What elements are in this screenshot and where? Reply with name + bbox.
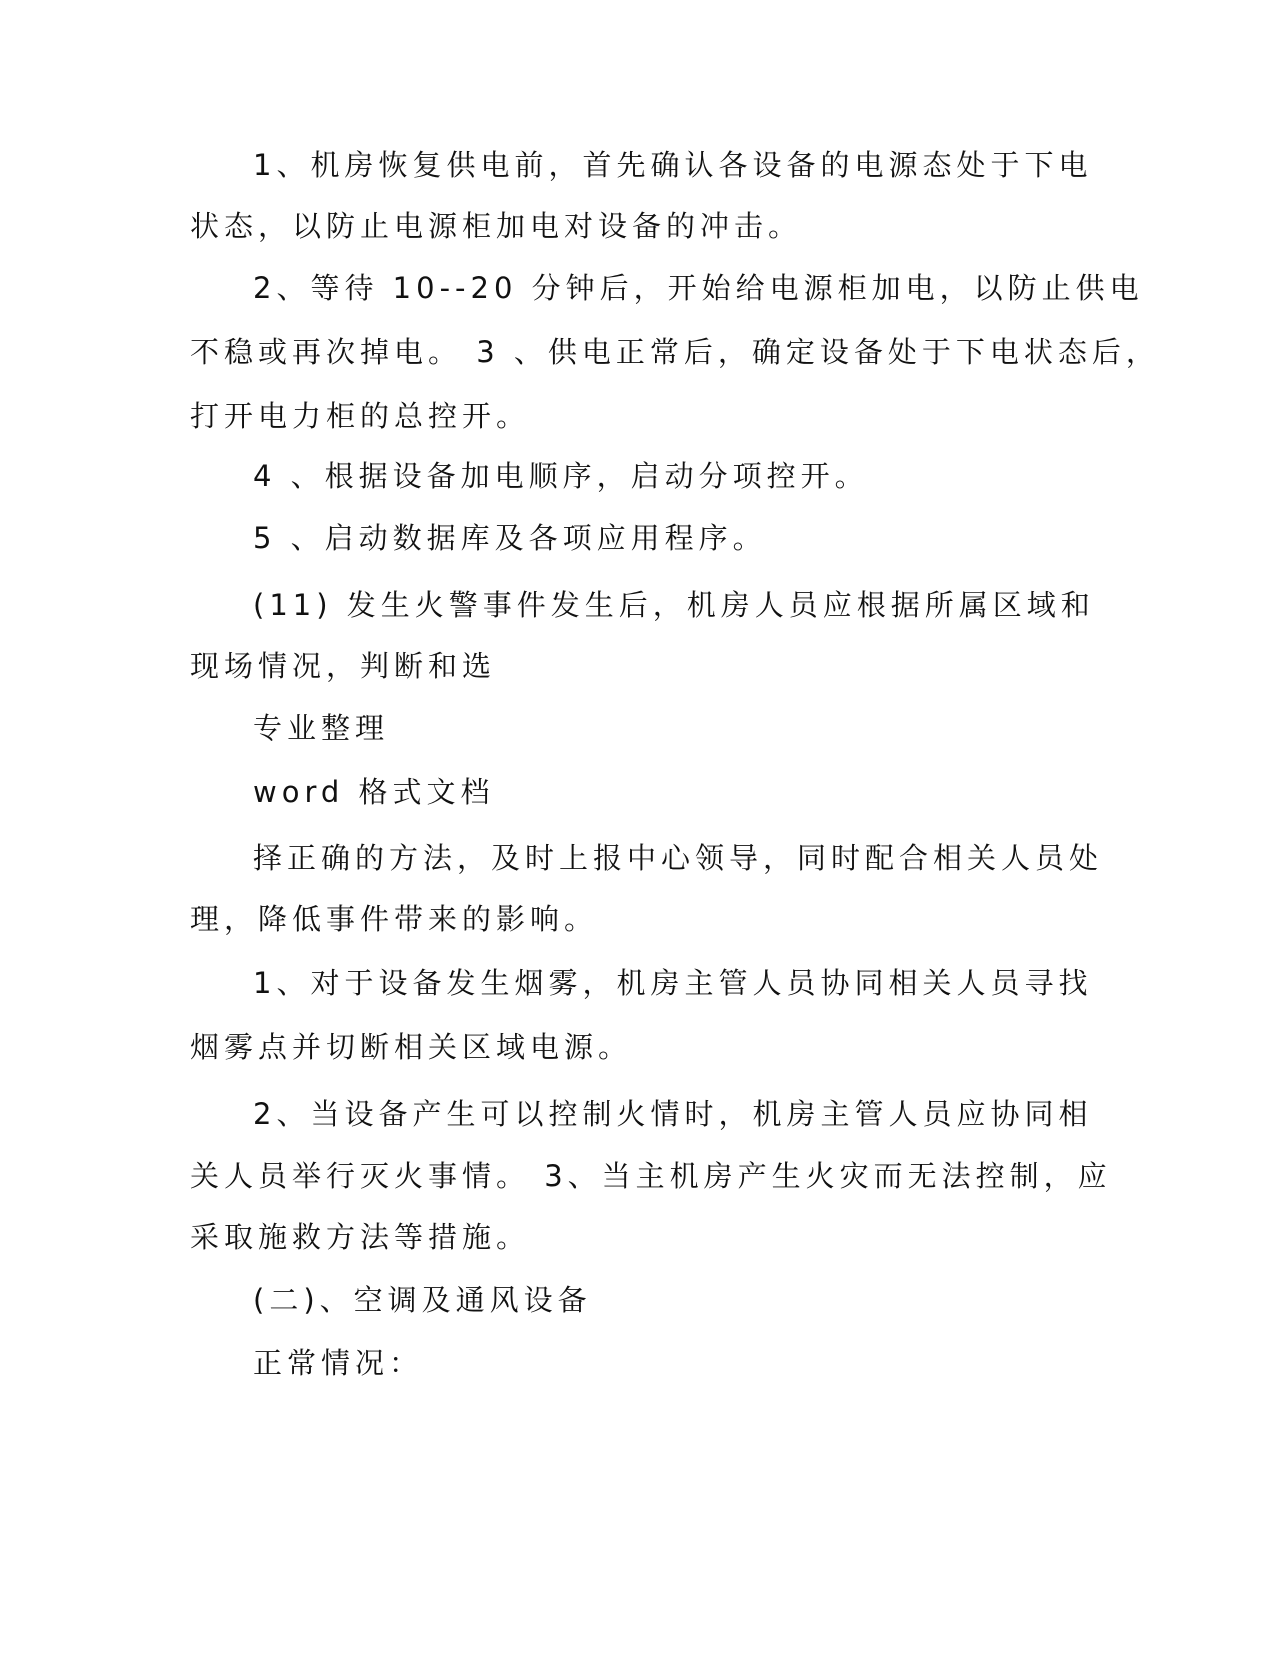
text-line: 1、对于设备发生烟雾，机房主管人员协同相关人员寻找: [253, 966, 1093, 1000]
text-line: 正常情况：: [253, 1346, 424, 1380]
text-line: 烟雾点并切断相关区域电源。: [190, 1030, 633, 1064]
text-line: 现场情况，判断和选: [190, 649, 497, 683]
text-line: (二)、空调及通风设备: [253, 1283, 592, 1317]
text-line: 4 、根据设备加电顺序，启动分项控开。: [253, 459, 869, 493]
text-line: 5 、启动数据库及各项应用程序。: [253, 521, 767, 555]
text-line: 1、机房恢复供电前，首先确认各设备的电源态处于下电: [253, 148, 1093, 182]
text-line: 专业整理: [253, 711, 390, 745]
text-line: (11) 发生火警事件发生后，机房人员应根据所属区域和: [253, 588, 1095, 622]
text-line: 打开电力柜的总控开。: [190, 399, 531, 433]
text-line: 2、等待 10--20 分钟后，开始给电源柜加电，以防止供电: [253, 271, 1144, 305]
text-line: 不稳或再次掉电。 3 、供电正常后，确定设备处于下电状态后，: [190, 335, 1160, 369]
text-line: 2、当设备产生可以控制火情时，机房主管人员应协同相: [253, 1097, 1093, 1131]
text-line: 择正确的方法，及时上报中心领导，同时配合相关人员处: [253, 841, 1104, 875]
text-line: 理，降低事件带来的影响。: [190, 902, 599, 936]
text-line: 状态，以防止电源柜加电对设备的冲击。: [190, 209, 803, 243]
text-line: 关人员举行灭火事情。 3、当主机房产生火灾而无法控制，应: [190, 1159, 1112, 1193]
text-line: word 格式文档: [253, 775, 495, 809]
text-line: 采取施救方法等措施。: [190, 1220, 531, 1254]
